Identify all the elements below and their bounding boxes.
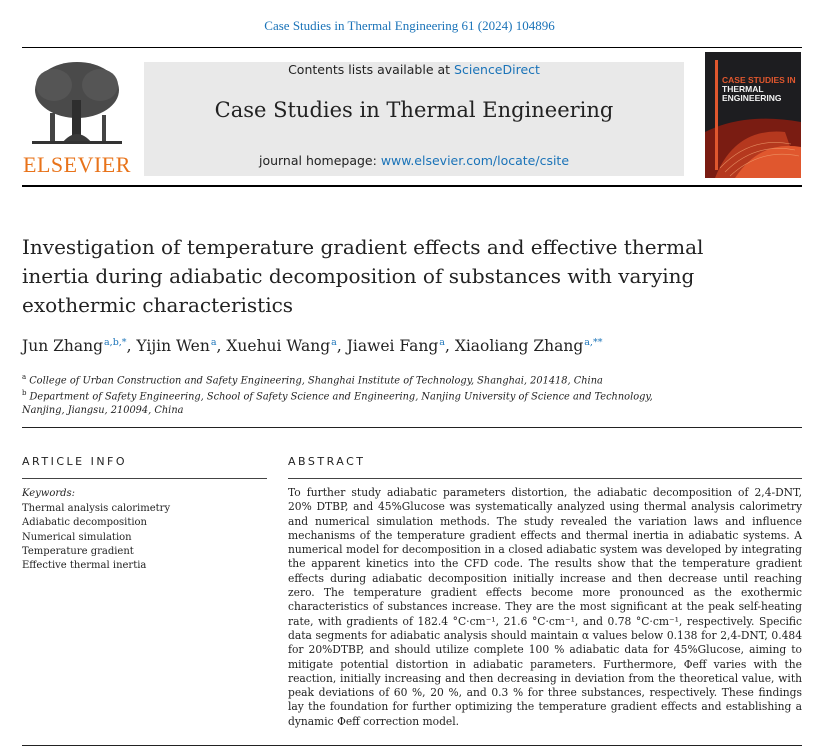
- article-info-rule: [22, 478, 267, 479]
- keyword-item: Adiabatic decomposition: [22, 517, 147, 529]
- affiliation-b: [22, 386, 662, 418]
- cover-title: [722, 76, 798, 103]
- elsevier-logo[interactable]: [22, 55, 132, 180]
- title-line-1: Investigation of temperature gradient effects and effective thermal: [22, 235, 704, 259]
- author-name[interactable]: Xiaoliang Zhang: [454, 337, 584, 356]
- affiliation-mark: b: [22, 389, 27, 397]
- header-top-rule: [22, 47, 802, 48]
- homepage-prefix: journal homepage:: [258, 153, 381, 168]
- affiliation-text: College of Urban Construction and Safety Engineering, Shanghai Institute of Technology, Shanghai, 201418, China: [29, 375, 603, 387]
- contents-prefix: Contents lists available at: [288, 62, 455, 77]
- contents-available: [144, 62, 684, 77]
- keyword-item: Effective thermal inertia: [22, 560, 147, 572]
- cover-title-line-3: ENGINEERING: [722, 93, 782, 103]
- keyword-item: Temperature gradient: [22, 545, 134, 557]
- elsevier-wordmark: ELSEVIER: [23, 152, 131, 177]
- keyword-item: Thermal analysis calorimetry: [22, 503, 171, 514]
- section-divider: [22, 427, 802, 428]
- keywords-label: Keywords:: [22, 488, 76, 499]
- author-affiliation-mark[interactable]: a: [210, 337, 217, 348]
- author-list: Jun Zhang$^{a,b,*}$, Yijin Wen$^a$, Xuehui Wang$^a$, Jiawei Fang$^a$, Xiaoliang Zhang$^{a,**}$: [22, 337, 603, 356]
- affiliation-mark: a: [22, 373, 27, 381]
- journal-homepage: [144, 153, 684, 168]
- keywords-list: [22, 502, 170, 573]
- author-affiliation-mark[interactable]: a: [439, 337, 445, 348]
- cover-graphic: [705, 52, 801, 178]
- journal-cover-image[interactable]: [705, 52, 801, 178]
- homepage-link[interactable]: www.elsevier.com/locate/csite: [380, 153, 570, 168]
- article-info-heading: ARTICLE INFO: [22, 455, 128, 468]
- header-bottom-rule: [22, 185, 802, 187]
- abstract-text: To further study adiabatic parameters distortion, the adiabatic decomposition of 2,4-DNT, 20% DTBP, and 45%Glucose was systematically analyzed using thermal analysis calorimetry and numerical simulation methods. The study revealed the variation laws and influence mechanisms of the temperature gradient effects and thermal inertia in adiabatic systems. A numerical model for decomposition in a closed adiabatic system was developed by integrating the apparent kinetics into the CFD code. The results show that the temperature gradient effects during adiabatic decomposition initially increase and then decrease until reaching zero. The temperature gradient effects become more pronounced as the exothermic characteristics of substances increase. They are the most significant at the peak self-heating rate, with gradients of 182.4 °C·cm⁻¹, 21.6 °C·cm⁻¹, and 0.78 °C·cm⁻¹, respectively. Specific data segments for adiabatic analysis should maintain α values below 0.138 for 2,4-DNT, 0.484 for 20%DTBP, and should utilize complete 100 % adiabatic data for 45%Glucose, aiming to mitigate potential distortion in adiabatic parameters. Furthermore, Φeff varies with the reaction, initially increasing and then decreasing in deviation from the theoretical value, with peak deviations of 60 %, 20 %, and 0.3 % for three substances, respectively. These findings lay the foundation for further optimizing the temperature gradient effects and establishing a dynamic Φeff correction model.: [288, 486, 802, 728]
- keyword-item: Numerical simulation: [22, 531, 132, 543]
- author-name[interactable]: Jun Zhang: [22, 337, 104, 356]
- affiliation-text: Department of Safety Engineering, School of Safety Science and Engineering, Nanjing University of Science and Technology, Nanjing, Jiangsu, 210094, China: [22, 391, 653, 417]
- author-affiliation-mark[interactable]: a,**: [584, 337, 603, 348]
- cover-title-line-1: CASE STUDIES IN: [722, 75, 796, 85]
- elsevier-tree-icon: [22, 55, 132, 150]
- abstract-rule: [288, 478, 802, 479]
- author-affiliation-mark[interactable]: a,b,*: [104, 337, 127, 348]
- journal-name[interactable]: Case Studies in Thermal Engineering: [214, 98, 614, 122]
- title-line-3: exothermic characteristics: [22, 293, 294, 317]
- author-name[interactable]: Xuehui Wang: [226, 337, 331, 356]
- author-affiliation-mark[interactable]: a: [331, 337, 337, 348]
- sciencedirect-link[interactable]: ScienceDirect: [454, 62, 540, 77]
- author-name[interactable]: Jiawei Fang: [346, 337, 439, 356]
- article-title: [22, 233, 722, 320]
- title-line-2: inertia during adiabatic decomposition of substances with varying: [22, 264, 695, 288]
- abstract-bottom-rule: [22, 745, 802, 746]
- author-name[interactable]: Yijin Wen: [136, 337, 210, 356]
- cover-title-line-2: THERMAL: [722, 84, 764, 94]
- journal-citation[interactable]: Case Studies in Thermal Engineering 61 (2024) 104896: [264, 18, 555, 33]
- abstract-heading: ABSTRACT: [288, 455, 366, 468]
